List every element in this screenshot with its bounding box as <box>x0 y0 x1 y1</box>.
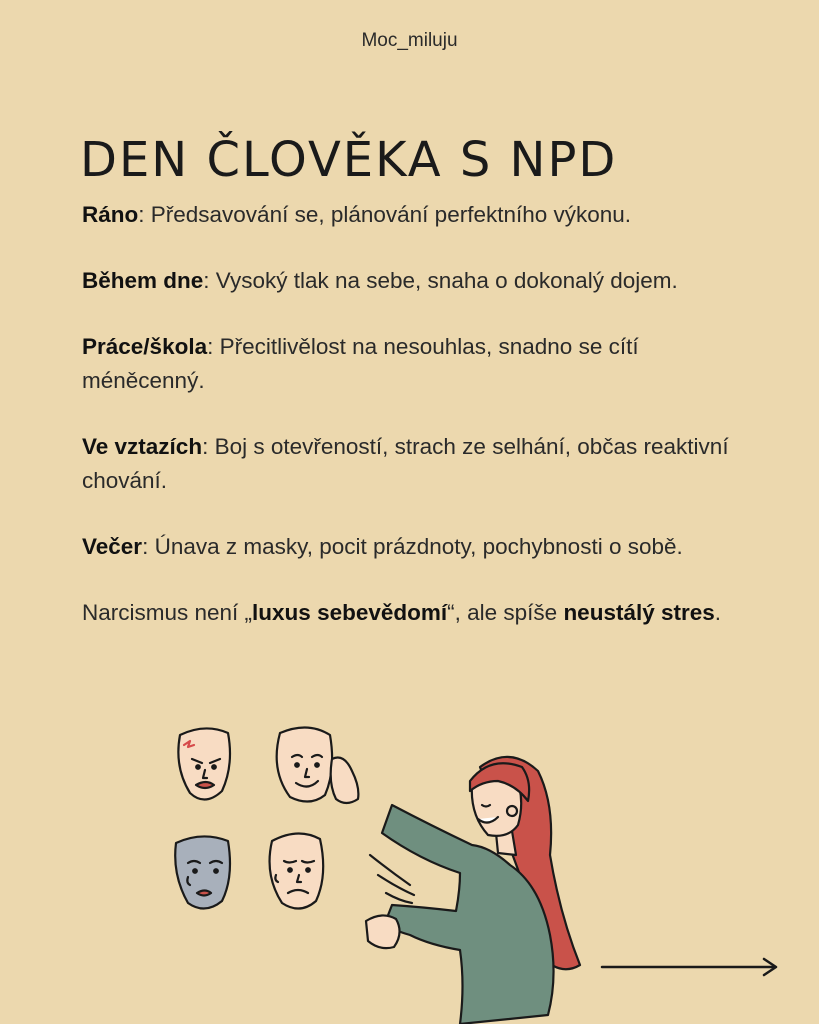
woman-with-masks-illustration <box>160 715 620 1024</box>
item-behem-dne <box>82 264 742 298</box>
closing-bold-1: luxus sebevědomí <box>252 600 448 625</box>
day-description <box>82 198 742 653</box>
item-text: : Předsavování se, plánování perfektního výkonu. <box>138 202 632 227</box>
worried-mask-icon <box>270 833 324 908</box>
closing-text-end: . <box>714 600 722 625</box>
closing-text-middle: “, ale spíše <box>447 600 564 625</box>
angry-mask-icon <box>178 728 230 799</box>
account-handle: Moc_miluju <box>361 30 458 51</box>
item-label: Ráno <box>82 202 139 227</box>
closing-bold-2: neustálý stres <box>563 600 715 625</box>
item-text: : Vysoký tlak na sebe, snaha o dokonalý dojem. <box>203 268 678 293</box>
item-label: Ve vztazích <box>82 434 203 459</box>
page-title: DEN ČLOVĚKA S NPD <box>80 132 618 189</box>
item-vecer <box>82 530 742 564</box>
item-prace-skola <box>82 330 742 398</box>
arrow-right-icon[interactable] <box>600 955 780 979</box>
item-text: : Přecitlivělost na nesouhlas, snadno se cítí méněcenný. <box>82 334 639 393</box>
item-text: : Boj s otevřeností, strach ze selhání, občas reaktivní chování. <box>82 434 729 493</box>
item-label: Během dne <box>82 268 204 293</box>
item-ve-vztazich <box>82 430 742 498</box>
item-rano <box>82 198 742 232</box>
happy-mask-icon <box>277 727 332 801</box>
item-text: : Únava z masky, pocit prázdnoty, pochybnosti o sobě. <box>142 534 683 559</box>
item-label: Večer <box>82 534 143 559</box>
sad-mask-icon <box>175 836 230 908</box>
closing-statement <box>82 596 742 630</box>
closing-text-start: Narcismus není „ <box>82 600 253 625</box>
item-label: Práce/škola <box>82 334 208 359</box>
